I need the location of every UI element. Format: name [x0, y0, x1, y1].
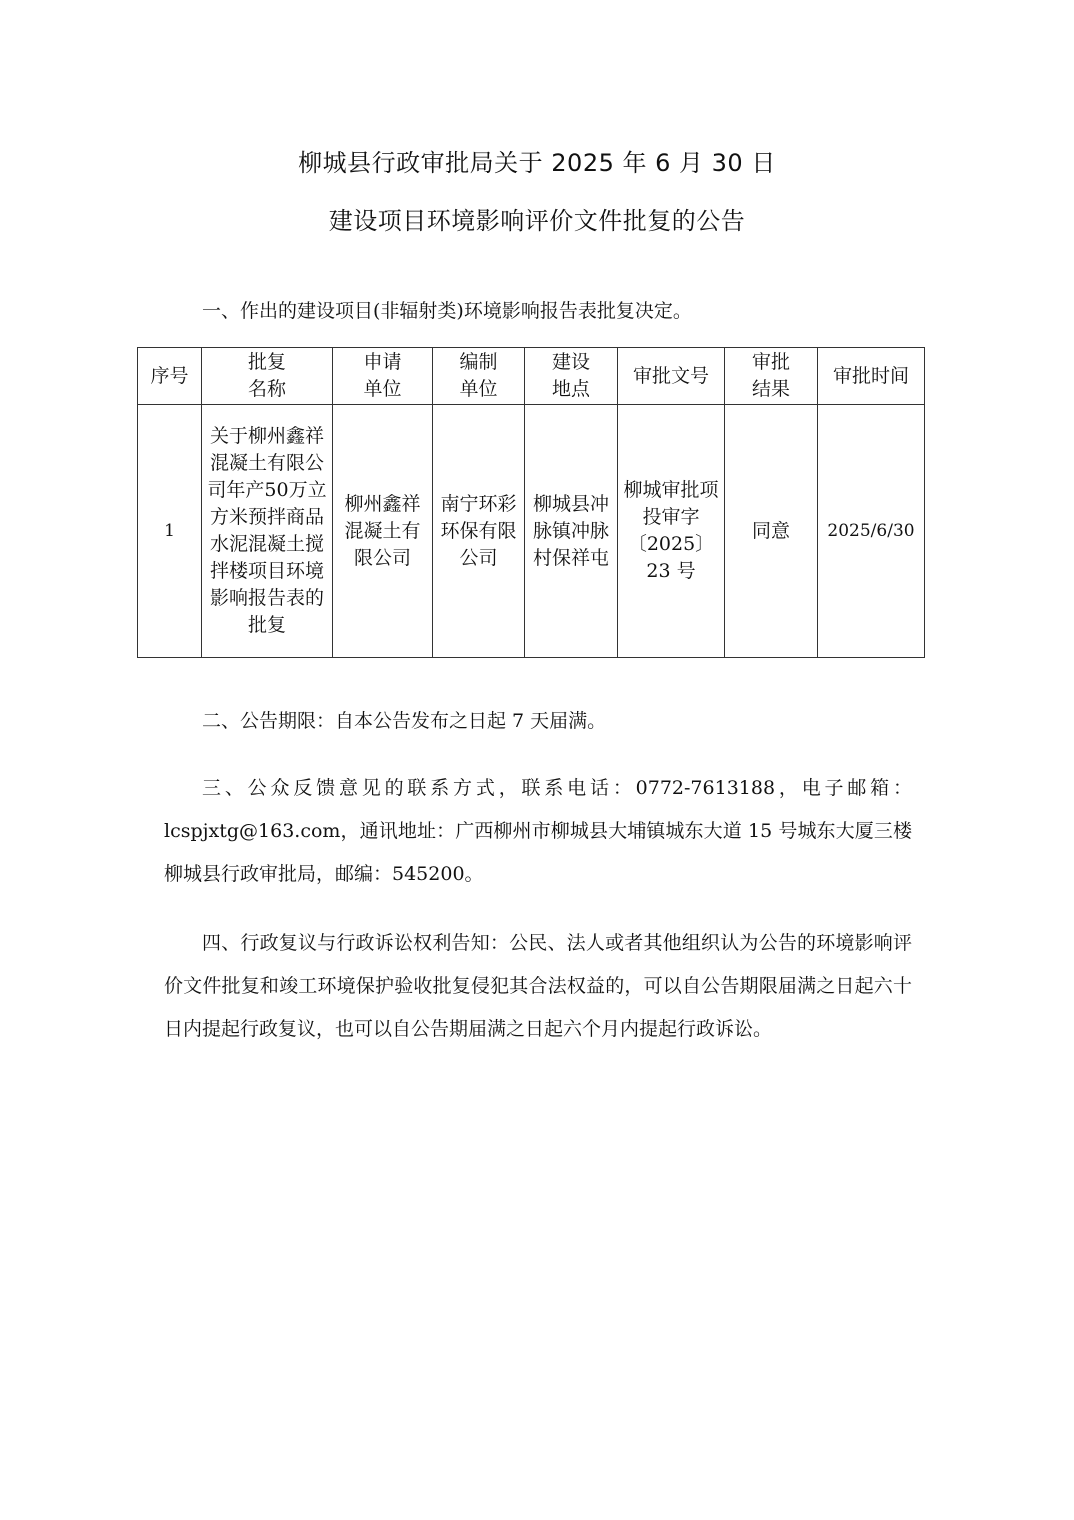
- table-row: [138, 405, 925, 658]
- header-location: 建设 地点: [525, 348, 618, 405]
- cell-applicant: 柳州鑫祥混凝土有限公司: [333, 405, 433, 658]
- approval-table: [137, 347, 925, 658]
- notice-title-line-2: 建设项目环境影响评价文件批复的公告: [328, 207, 746, 235]
- section-3-contact: 三、公众反馈意见的联系方式，联系电话：0772-7613188，电子邮箱：lcspjxtg@163.com，通讯地址：广西柳州市柳城县大埔镇城东大道 15 号城东大厦三楼柳城县行政审批局，邮编：545200。: [164, 777, 912, 885]
- section-2-period: 二、公告期限：自本公告发布之日起 7 天届满。: [202, 710, 607, 732]
- cell-result: 同意: [725, 405, 818, 658]
- cell-date: 2025/6/30: [818, 405, 925, 658]
- cell-approval-name: 关于柳州鑫祥混凝土有限公司年产50万立方米预拌商品水泥混凝土搅拌楼项目环境影响报告表的批复: [202, 405, 333, 658]
- cell-compiler: 南宁环彩环保有限公司: [433, 405, 525, 658]
- header-index: 序号: [138, 348, 202, 405]
- header-result: 审批 结果: [725, 348, 818, 405]
- cell-index: 1: [138, 405, 202, 658]
- notice-title-line-1: 柳城县行政审批局关于 2025 年 6 月 30 日: [298, 149, 776, 177]
- cell-doc-number: 柳城审批项投审字〔2025〕23 号: [618, 405, 725, 658]
- cell-location: 柳城县冲脉镇冲脉村保祥屯: [525, 405, 618, 658]
- header-applicant: 申请 单位: [333, 348, 433, 405]
- section-1-intro: 一、作出的建设项目(非辐射类)环境影响报告表批复决定。: [202, 300, 692, 322]
- section-4-rights: 四、行政复议与行政诉讼权利告知：公民、法人或者其他组织认为公告的环境影响评价文件批复和竣工环境保护验收批复侵犯其合法权益的，可以自公告期限届满之日起六十日内提起行政复议，也可以自公告期届满之日起六个月内提起行政诉讼。: [164, 932, 912, 1040]
- table-header-row: [138, 348, 925, 405]
- header-doc-number: 审批文号: [618, 348, 725, 405]
- header-compiler: 编制 单位: [433, 348, 525, 405]
- header-approval-name: 批复 名称: [202, 348, 333, 405]
- header-date: 审批时间: [818, 348, 925, 405]
